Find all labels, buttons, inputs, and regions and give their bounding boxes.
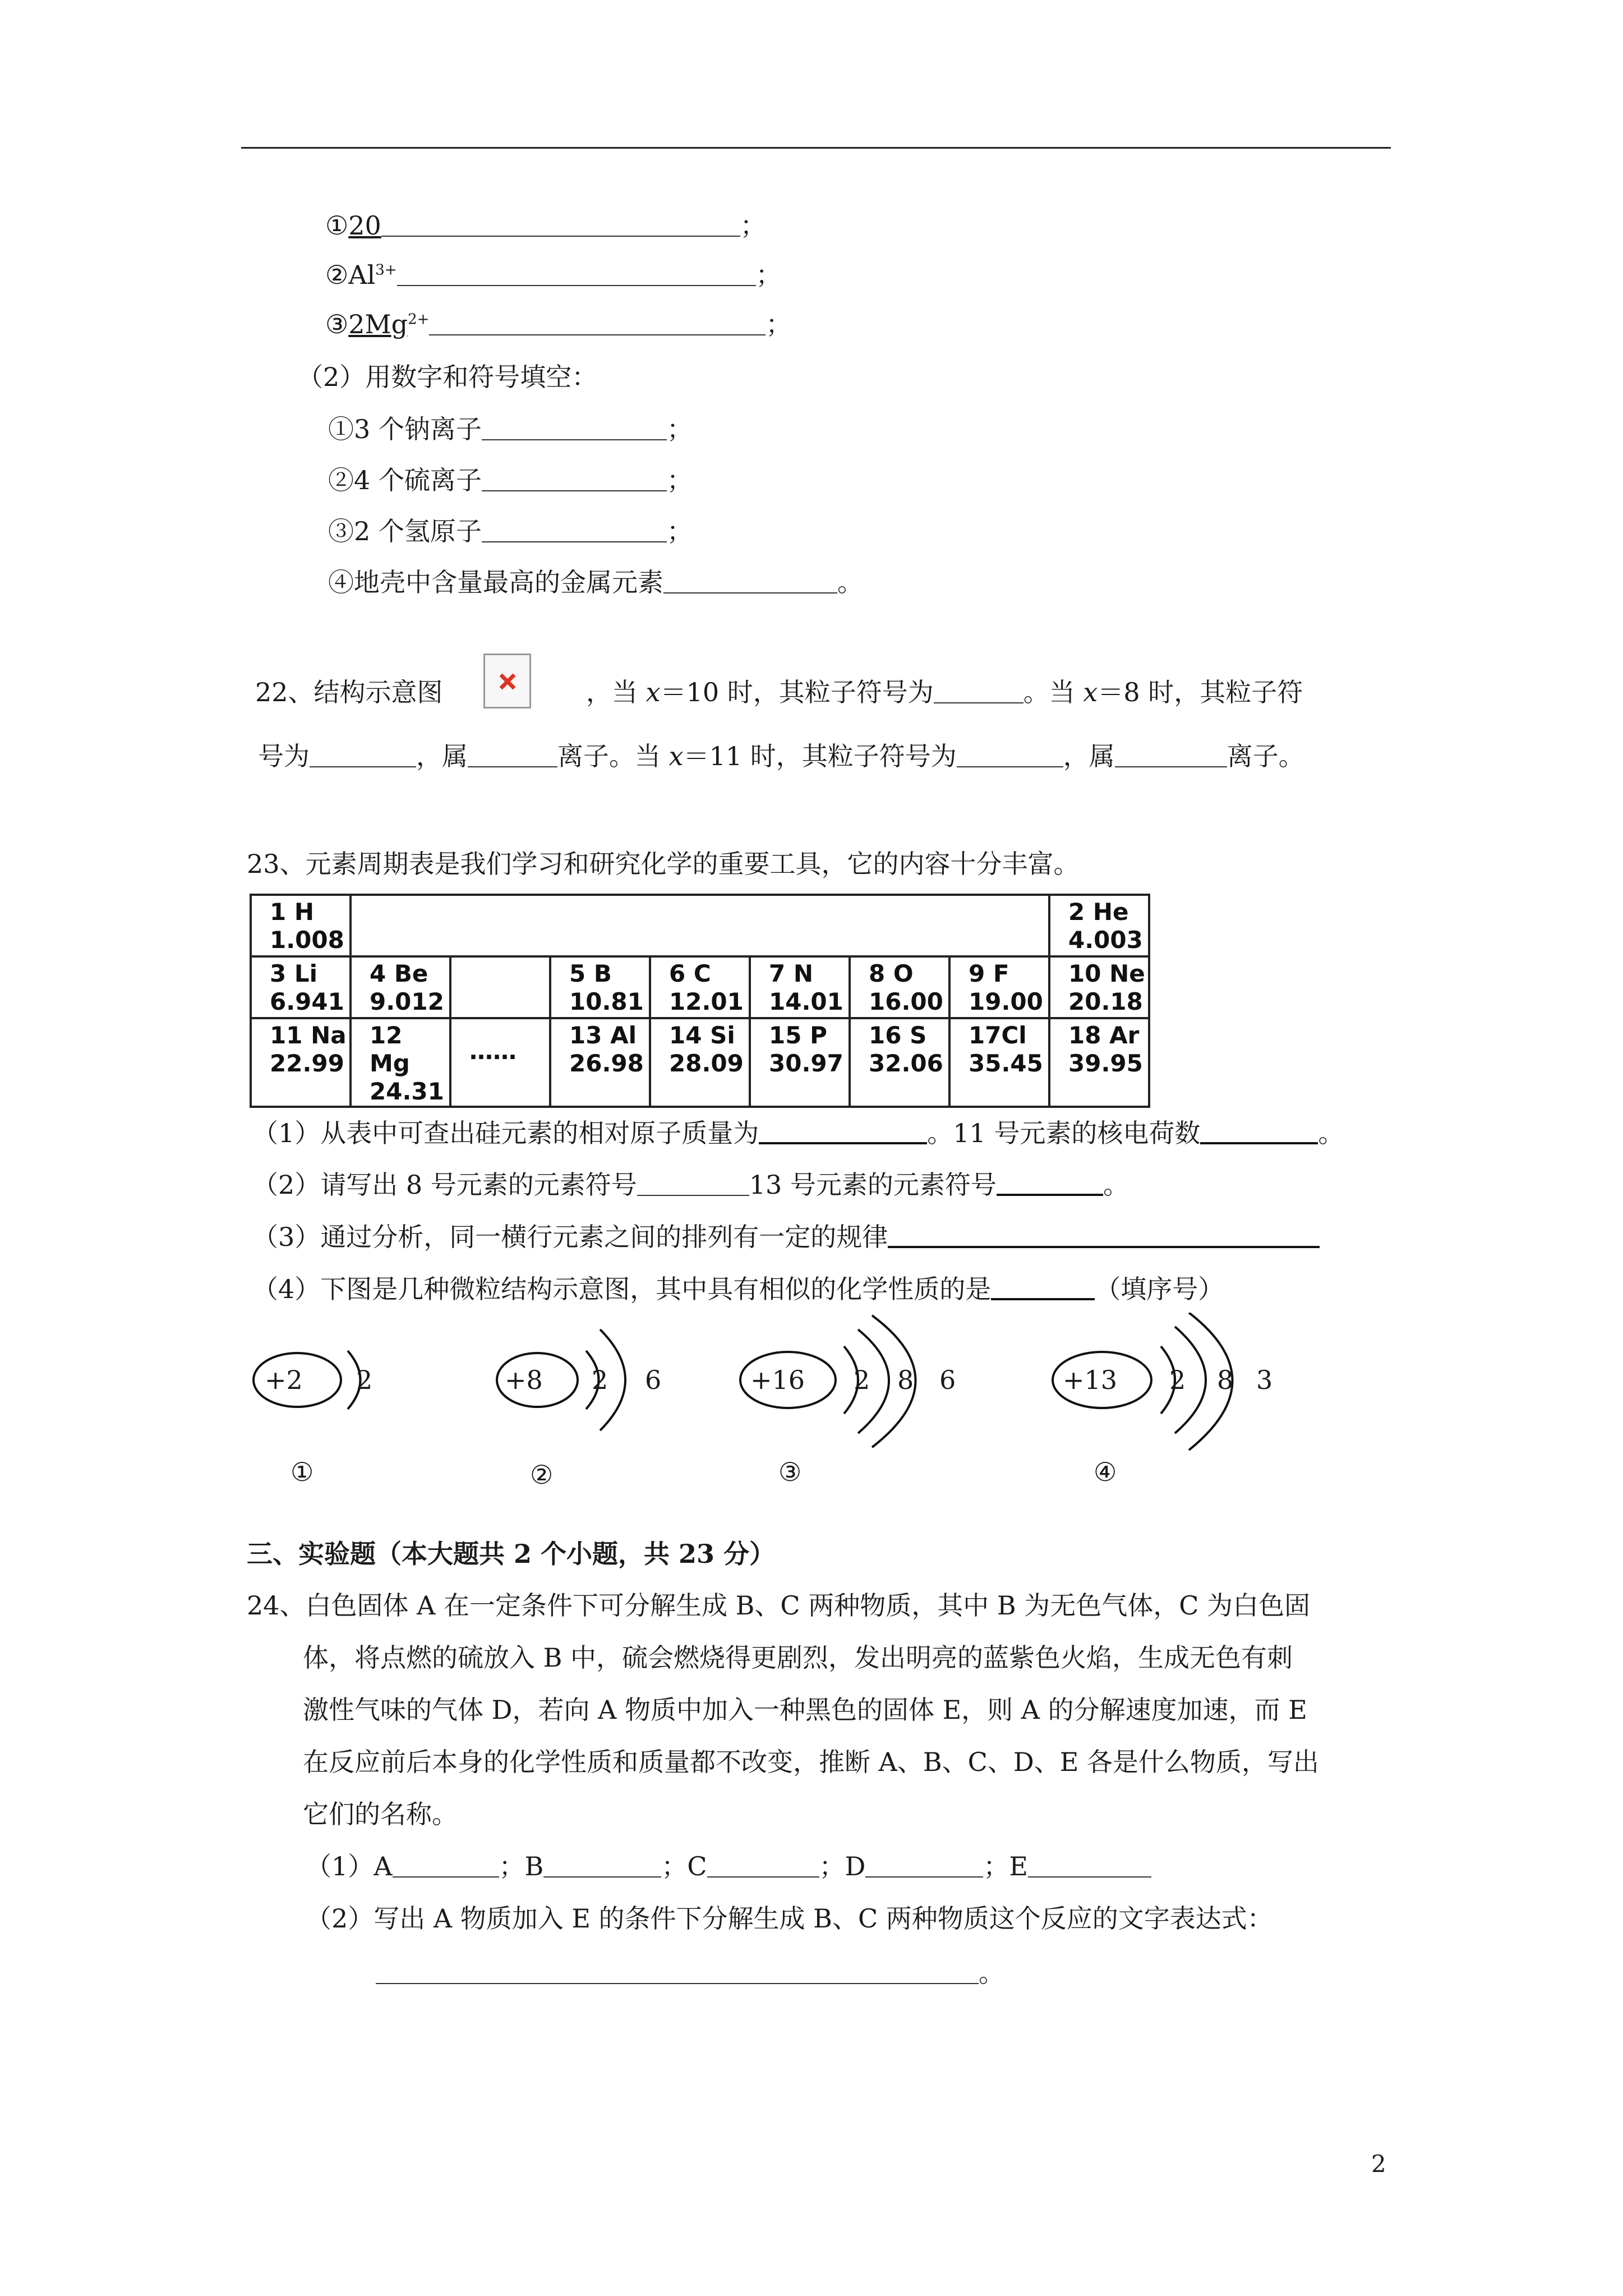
q24-line-5: 它们的名称。 [303,1799,458,1829]
diagram-4-nucleus: +13 [1063,1365,1118,1395]
header-rule [241,147,1391,149]
q22-line1: ，当 x＝10 时，其粒子符号为 。当 x＝8 时，其粒子符 [586,677,1303,707]
q23-part4: （4）下图是几种微粒结构示意图，其中具有相似的化学性质的是 （填序号） [252,1274,1224,1304]
periodic-table [250,894,1150,1108]
diagram-4-shell-1: 2 [1169,1365,1186,1395]
q22-label: 22、结构示意图 [255,677,443,707]
q21-item-3: $③2Mg^{2+}$ ； [325,309,792,339]
diagram-3-label: ③ [778,1457,802,1487]
pt-cell-b: 5 B 10.81 [550,956,650,1018]
pt-cell-ar: 18 Ar 39.95 [1049,1018,1149,1107]
diagram-3-shell-1: 2 [854,1365,870,1395]
q21-item-1: ①20 ； [325,210,766,241]
q21-part2-item-2: ②4 个硫离子 ； [328,465,693,495]
diagram-4-shell-3: 3 [1256,1365,1273,1395]
section3-title: 三、实验题（本大题共 2 个小题，共 23 分） [247,1539,776,1569]
diagram-2-shell-1: 2 [592,1365,608,1395]
q21-item-2: $②Al^{3+}$ ； [325,260,782,290]
pt-cell-o: 8 O 16.00 [850,956,949,1018]
pt-cell-cl: 17Cl 35.45 [949,1018,1049,1107]
pt-cell-ellipsis: …… [450,1018,550,1107]
q23-part2: （2）请写出 8 号元素的元素符号 13 号元素的元素符号 。 [252,1170,1129,1200]
diagram-4-label: ④ [1094,1457,1117,1487]
pt-cell-p: 15 P 30.97 [750,1018,850,1107]
q21-part2-item-4: ④地壳中含量最高的金属元素 。 [328,567,863,597]
q24-part1: （1）A ；B ；C ；D ；E [306,1849,1151,1883]
q24-line-4: 在反应前后本身的化学性质和质量都不改变，推断 A、B、C、D、E 各是什么物质，写出 [303,1747,1319,1777]
pt-cell-blank [450,956,550,1018]
pt-gap [351,895,1049,956]
q24-part2: （2）写出 A 物质加入 E 的条件下分解生成 B、C 两种物质这个反应的文字表达式： [306,1903,1273,1934]
q24-line-1: 24、白色固体 A 在一定条件下可分解生成 B、C 两种物质，其中 B 为无色气体，C 为白色固 [247,1590,1311,1621]
pt-cell-n: 7 N 14.01 [750,956,850,1018]
pt-cell-s: 16 S 32.06 [850,1018,949,1107]
diagram-2-label: ② [530,1460,554,1490]
pt-cell-na: 11 Na 22.99 [251,1018,351,1107]
q24-part2-answer: 。 [376,1956,1004,1990]
pt-cell-li: 3 Li 6.941 [251,956,351,1018]
q23-part3: （3）通过分析，同一横行元素之间的排列有一定的规律 [252,1220,1320,1254]
diagram-2-shell-2: 6 [645,1365,662,1395]
diagram-2-nucleus: +8 [505,1365,543,1395]
pt-cell-c: 6 C 12.01 [650,956,750,1018]
q21-part2-item-3: ③2 个氢原子 ； [328,516,693,546]
diagram-1-shell-1: 2 [356,1365,373,1395]
q22-line2: 号为 ，属 离子。当 x＝11 时，其粒子符号为 ，属 离子。 [258,741,1304,771]
atomic-structure-diagrams [241,1313,1335,1515]
q23-part1: （1）从表中可查出硅元素的相对原子质量为 。11 号元素的核电荷数 。 [252,1118,1344,1148]
diagram-3-shell-3: 6 [939,1365,956,1395]
pt-cell-f: 9 F 19.00 [949,956,1049,1018]
diagram-3-nucleus: +16 [750,1365,805,1395]
q21-part2-item-1: ①3 个钠离子 ； [328,414,693,444]
pt-cell-mg: 12 Mg 24.31 [351,1018,450,1107]
q21-part2-title: （2）用数字和符号填空： [297,362,598,392]
q24-line-3: 激性气味的气体 D，若向 A 物质中加入一种黑色的固体 E，则 A 的分解速度加速，而 E [303,1695,1307,1725]
broken-image-icon [483,654,531,708]
pt-cell-h: 1 H 1.008 [251,895,351,956]
q24-line-2: 体，将点燃的硫放入 B 中，硫会燃烧得更剧烈，发出明亮的蓝紫色火焰，生成无色有刺 [303,1642,1293,1673]
pt-cell-al: 13 Al 26.98 [550,1018,650,1107]
diagram-3-shell-2: 8 [897,1365,914,1395]
pt-cell-be: 4 Be 9.012 [351,956,450,1018]
page-number: 2 [1371,2150,1386,2178]
diagram-1-nucleus: +2 [265,1365,303,1395]
q23-intro: 23、元素周期表是我们学习和研究化学的重要工具，它的内容十分丰富。 [247,849,1080,879]
diagram-4-shell-2: 8 [1217,1365,1234,1395]
pt-cell-he: 2 He 4.003 [1049,895,1149,956]
pt-cell-si: 14 Si 28.09 [650,1018,750,1107]
diagram-1-label: ① [291,1457,314,1487]
pt-cell-ne: 10 Ne 20.18 [1049,956,1149,1018]
